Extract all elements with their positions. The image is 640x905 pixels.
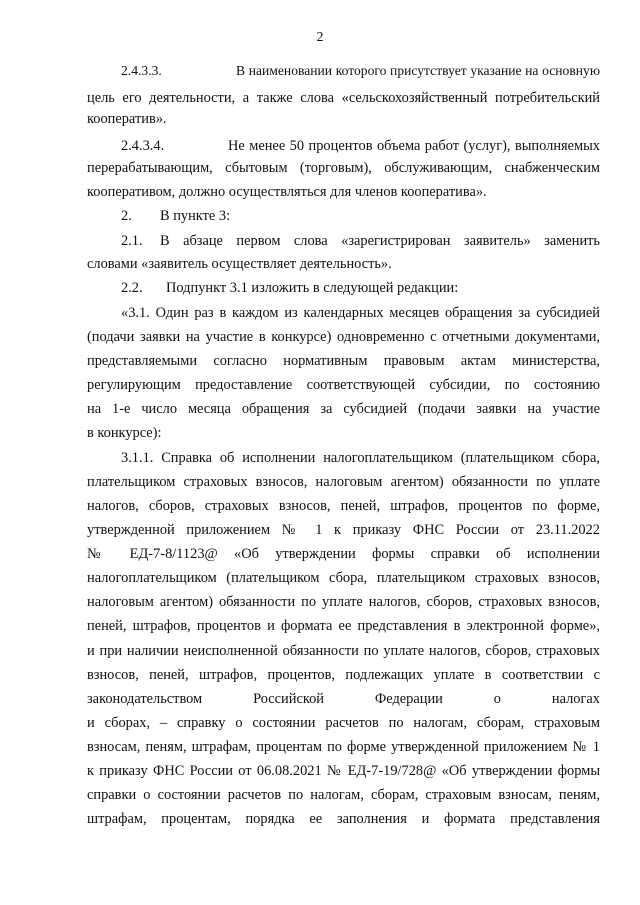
paragraph-3-1-1-line-5: № ЕД-7-8/1123@ «Об утверждении формы справки об исполнении bbox=[87, 546, 600, 562]
paragraph-2-4-3-3-line-1 bbox=[121, 62, 600, 80]
paragraph-3-1-1-line-13: взносам, пеням, штрафам, процентам по форме утвержденной приложением № 1 bbox=[87, 739, 600, 755]
paragraph-3-1-1-line-6: налогоплательщиком (плательщиком сбора, плательщиком страховых взносов, bbox=[87, 570, 600, 586]
paragraph-2-4-3-3-line-3: кооператив». bbox=[87, 111, 167, 127]
paragraph-3-1-1-line-10: взносов, пеней, штрафов, процентов, подлежащих уплате в соответствии с bbox=[87, 667, 600, 683]
word: законодательством bbox=[87, 691, 203, 707]
clause-number: 2. bbox=[121, 208, 132, 224]
paragraph-3-1-line-3: представляемыми согласно нормативным правовым актам министерства, bbox=[87, 353, 600, 369]
paragraph-2-4-3-4-line-1 bbox=[121, 137, 600, 155]
paragraph-3-1-line-4: регулирующим предоставление соответствующей субсидии, по состоянию bbox=[87, 377, 600, 393]
paragraph-3-1-1-line-7: налоговым агентом) обязанности по уплате налогов, сборов, страховых взносов, bbox=[87, 594, 600, 610]
paragraph-3-1-1-line-16: штрафам, процентам, порядка ее заполнения и формата представления bbox=[87, 811, 600, 827]
paragraph-3-1-1-line-9: и при наличии неисполненной обязанности по уплате налогов, сборов, страховых bbox=[87, 643, 600, 659]
line-text: Не менее 50 процентов объема работ (услуг), выполняемых bbox=[228, 138, 600, 154]
paragraph-3-1-1-line-3: налогов, сборов, страховых взносов, пеней, штрафов, процентов по форме, bbox=[87, 498, 600, 514]
line-text: В абзаце первом слова «зарегистрирован заявитель» заменить bbox=[160, 233, 600, 249]
paragraph-3-1-1-line-8: пеней, штрафов, процентов и формата ее представления в электронной форме», bbox=[87, 618, 600, 634]
word: Федерации bbox=[374, 691, 443, 707]
paragraph-3-1-line-5: на 1-е число месяца обращения за субсидией (подачи заявки на участие bbox=[87, 401, 600, 417]
line-text: В пункте 3: bbox=[160, 208, 231, 224]
paragraph-2-4-3-4-line-3: кооперативом, должно осуществляться для членов кооператива». bbox=[87, 184, 487, 200]
line-text: В наименовании которого присутствует указание на основную bbox=[236, 63, 600, 78]
word: налогах bbox=[551, 691, 600, 707]
paragraph-3-1-line-2: (подачи заявки на участие в конкурсе) одновременно с отчетными документами, bbox=[87, 329, 600, 345]
paragraph-3-1-1-line-1: 3.1.1. Справка об исполнении налогоплательщиком (плательщиком сбора, bbox=[121, 450, 600, 466]
paragraph-2-4-3-4-line-2: перерабатывающим, сбытовым (торговым), обслуживающим, снабженческим bbox=[87, 160, 600, 176]
paragraph-2-2 bbox=[121, 279, 600, 297]
line-text: Подпункт 3.1 изложить в следующей редакции: bbox=[166, 280, 459, 296]
paragraph-2-1-line-2: словами «заявитель осуществляет деятельность». bbox=[87, 256, 392, 272]
paragraph-3-1-line-6: в конкурсе): bbox=[87, 425, 162, 441]
paragraph-2 bbox=[121, 207, 600, 225]
clause-number: 2.4.3.3. bbox=[121, 63, 162, 78]
paragraph-3-1-1-line-14: к приказу ФНС России от 06.08.2021 № ЕД-7-19/728@ «Об утверждении формы bbox=[87, 763, 600, 779]
clause-number: 2.2. bbox=[121, 280, 143, 296]
clause-number: 2.4.3.4. bbox=[121, 138, 165, 154]
paragraph-3-1-1-line-11 bbox=[87, 690, 600, 708]
paragraph-3-1-1-line-2: плательщиком страховых взносов, налоговым агентом) обязанности по уплате bbox=[87, 474, 600, 490]
paragraph-3-1-1-line-15: справки о состоянии расчетов по налогам, сборам, страховым взносам, пеням, bbox=[87, 787, 600, 803]
paragraph-3-1-line-1: «3.1. Один раз в каждом из календарных месяцев обращения за субсидией bbox=[121, 305, 600, 321]
clause-number: 2.1. bbox=[121, 233, 143, 249]
paragraph-3-1-1-line-4: утвержденной приложением № 1 к приказу ФНС России от 23.11.2022 bbox=[87, 522, 600, 538]
paragraph-3-1-1-line-12: и сборах, – справку о состоянии расчетов по налогам, сборам, страховым bbox=[87, 715, 600, 731]
page-number: 2 bbox=[316, 30, 324, 45]
word: Российской bbox=[253, 691, 324, 707]
word: о bbox=[493, 691, 501, 707]
paragraph-2-4-3-3-line-2: цель его деятельности, а также слова «сельскохозяйственный потребительский bbox=[87, 90, 600, 106]
paragraph-2-1-line-1 bbox=[121, 232, 600, 250]
